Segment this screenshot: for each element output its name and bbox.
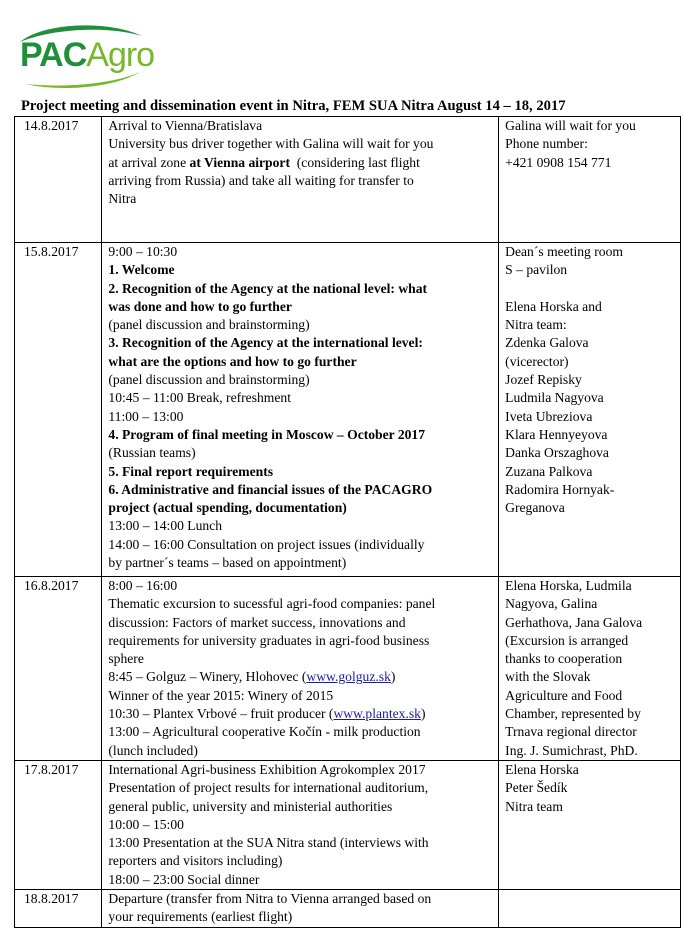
page-title: Project meeting and dissemination event in Nitra, FEM SUA Nitra August 14 – 18, 2017: [21, 98, 566, 114]
table-row: [15, 577, 681, 761]
contact-line: Elena Horska: [505, 761, 579, 777]
program-line: 8:00 – 16:00: [108, 578, 178, 593]
program-cell: [102, 890, 499, 928]
agenda-heading: 2. Recognition of the Agency at the national level: what: [108, 280, 428, 296]
agenda-heading: 6. Administrative and financial issues of the PACAGRO: [108, 481, 433, 497]
contact-line: Greganova: [505, 500, 565, 516]
program-line: [108, 705, 494, 723]
table-row: [15, 243, 681, 577]
contact-line: Iveta Ubreziova: [505, 408, 593, 424]
program-line: Arrival to Vienna/Bratislava: [108, 118, 263, 133]
program-line: 10:00 – 15:00: [108, 816, 184, 832]
program-line: 13:00 – 14:00 Lunch: [108, 518, 223, 534]
contact-line: Peter Šedík: [505, 780, 568, 796]
contact-line: Gerhathova, Jana Galova: [505, 614, 643, 630]
table-row: [15, 760, 681, 889]
program-line: reporters and visitors including): [108, 853, 283, 869]
text-run: at arrival zone: [108, 154, 190, 170]
contact-line: (Excursion is arranged: [505, 632, 629, 648]
contact-cell: [499, 117, 681, 243]
program-line: 13:00 – Agricultural cooperative Kočín - milk production: [108, 724, 421, 740]
program-line: discussion: Factors of market success, innovations and: [108, 614, 406, 630]
logo-text: [20, 36, 154, 75]
contact-cell: [499, 243, 681, 577]
agenda-heading: project (actual spending, documentation): [108, 500, 347, 516]
program-cell: [102, 760, 499, 889]
program-cell: [102, 243, 499, 577]
program-line: 10:45 – 11:00 Break, refreshment: [108, 390, 291, 406]
logo-pac: PAC: [20, 36, 87, 74]
program-line: [108, 668, 494, 686]
contact-line: Nitra team: [505, 798, 563, 814]
contact-line: S – pavilon: [505, 262, 568, 278]
text-run: 10:30 – Plantex Vrbové – fruit producer (: [108, 706, 334, 722]
contact-line: (vicerector): [505, 353, 569, 369]
date-cell: 17.8.2017: [15, 760, 102, 889]
program-line: Thematic excursion to sucessful agri-food companies: panel: [108, 596, 436, 612]
spacer: [505, 280, 676, 298]
bold-text-run: at Vienna airport: [189, 154, 290, 170]
program-line: [108, 154, 494, 172]
program-line: 9:00 – 10:30: [108, 244, 178, 259]
program-line: (lunch included): [108, 742, 198, 758]
contact-cell: [499, 760, 681, 889]
program-line: your requirements (earliest flight): [108, 909, 293, 925]
contact-line: Zdenka Galova: [505, 335, 589, 351]
date-cell: 16.8.2017: [15, 577, 102, 761]
logo-agro: Agro: [86, 36, 155, 74]
program-line: Departure (transfer from Nitra to Vienna arranged based on: [108, 891, 432, 907]
contact-cell: [499, 577, 681, 761]
text-run: ): [390, 669, 396, 685]
contact-line: Elena Horska and: [505, 298, 602, 314]
text-run: (considering last flight: [289, 154, 420, 170]
program-line: (panel discussion and brainstorming): [108, 317, 310, 333]
agenda-heading: what are the options and how to go further: [108, 353, 357, 369]
agenda-heading: 5. Final report requirements: [108, 463, 274, 479]
contact-line: Agriculture and Food: [505, 687, 623, 703]
agenda-heading: 4. Program of final meeting in Moscow – October 2017: [108, 426, 426, 442]
contact-line: with the Slovak: [505, 669, 591, 685]
contact-line: Zuzana Palkova: [505, 463, 593, 479]
golguz-link[interactable]: www.golguz.sk: [306, 669, 391, 685]
program-line: general public, university and ministerial authorities: [108, 798, 393, 814]
pacagro-logo: [14, 22, 155, 92]
program-line: (Russian teams): [108, 445, 196, 461]
program-line: (panel discussion and brainstorming): [108, 372, 310, 388]
program-line: Nitra: [108, 191, 137, 207]
program-line: 18:00 – 23:00 Social dinner: [108, 871, 260, 887]
date-cell: 14.8.2017: [15, 117, 102, 243]
program-line: sphere: [108, 651, 144, 667]
program-line: arriving from Russia) and take all waiting for transfer to: [108, 172, 414, 188]
program-cell: [102, 577, 499, 761]
contact-line: Ludmila Nagyova: [505, 390, 604, 406]
program-line: by partner´s teams – based on appointment): [108, 555, 347, 571]
contact-line: thanks to cooperation: [505, 651, 623, 667]
contact-line: +421 0908 154 771: [505, 154, 612, 170]
date-cell: 18.8.2017: [15, 890, 102, 928]
contact-line: Ing. J. Sumichrast, PhD.: [505, 742, 638, 758]
contact-line: Jozef Repisky: [505, 372, 582, 388]
program-line: Winner of the year 2015: Winery of 2015: [108, 687, 334, 703]
contact-line: Klara Hennyeyova: [505, 426, 608, 442]
plantex-link[interactable]: www.plantex.sk: [333, 706, 421, 722]
contact-line: Dean´s meeting room: [505, 244, 623, 259]
program-cell: [102, 117, 499, 243]
text-run: ): [420, 706, 426, 722]
schedule-table: [14, 116, 681, 928]
program-line: International Agri-business Exhibition Agrokomplex 2017: [108, 761, 426, 777]
text-run: 8:45 – Golguz – Winery, Hlohovec (: [108, 669, 307, 685]
contact-line: Galina will wait for you: [505, 118, 636, 133]
program-line: Presentation of project results for international auditorium,: [108, 780, 429, 796]
program-line: 13:00 Presentation at the SUA Nitra stand (interviews with: [108, 835, 429, 851]
contact-line: Chamber, represented by: [505, 706, 641, 722]
agenda-heading: 3. Recognition of the Agency at the international level:: [108, 335, 423, 351]
agenda-heading: was done and how to go further: [108, 298, 292, 314]
contact-line: Phone number:: [505, 136, 588, 152]
contact-cell: [499, 890, 681, 928]
program-line: 11:00 – 13:00: [108, 408, 184, 424]
contact-line: Nagyova, Galina: [505, 596, 598, 612]
table-row: [15, 117, 681, 243]
program-line: 14:00 – 16:00 Consultation on project issues (individually: [108, 536, 425, 552]
agenda-heading: 1. Welcome: [108, 262, 175, 278]
program-line: University bus driver together with Galina will wait for you: [108, 136, 434, 152]
contact-line: Elena Horska, Ludmila: [505, 578, 632, 593]
contact-line: Nitra team:: [505, 317, 567, 333]
table-row: [15, 890, 681, 928]
program-line: requirements for university graduates in agri-food business: [108, 632, 430, 648]
date-cell: 15.8.2017: [15, 243, 102, 577]
contact-line: Radomira Hornyak-: [505, 481, 615, 497]
contact-line: Danka Orszaghova: [505, 445, 609, 461]
contact-line: Trnava regional director: [505, 724, 637, 740]
